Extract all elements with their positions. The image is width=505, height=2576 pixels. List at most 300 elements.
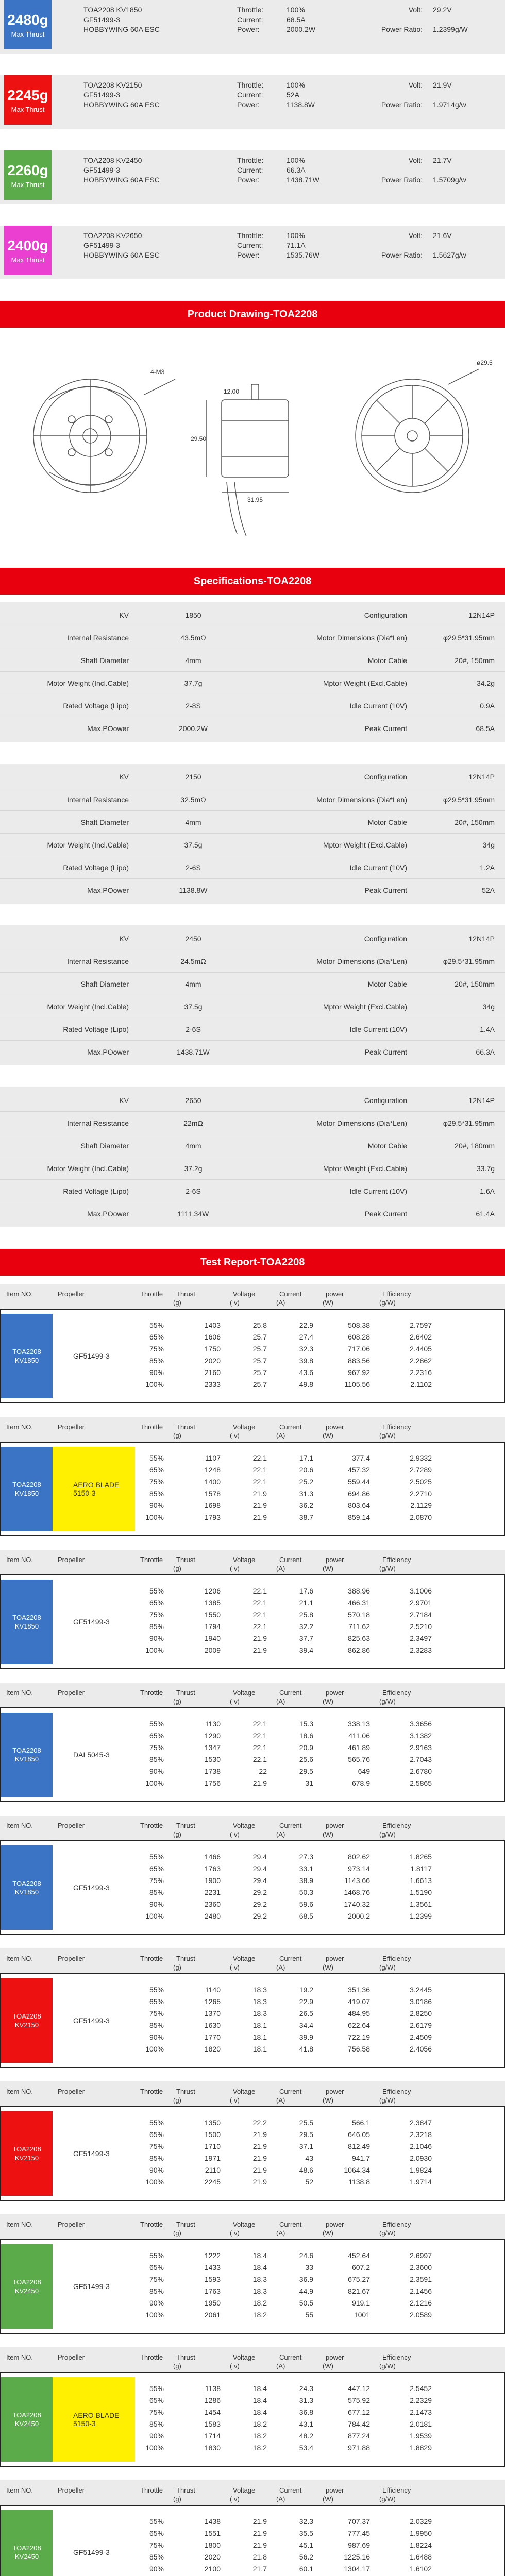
- report-cell: 883.56: [348, 1356, 370, 1365]
- spec-label: Peak Current: [364, 1210, 407, 1218]
- report-col-header: [319, 1284, 376, 1309]
- thrust-badge: [4, 75, 52, 125]
- report-col-header: [319, 1948, 376, 1973]
- card-value: 2000.2W: [287, 25, 316, 33]
- header-label: power: [326, 1423, 344, 1431]
- report-cell: 18.1: [252, 2044, 267, 2053]
- report-row: [135, 1765, 504, 1777]
- dim-dia-29-5: ø29.5: [477, 359, 493, 366]
- report-cell: 565.76: [348, 1755, 370, 1764]
- thrust-card: [0, 0, 505, 54]
- report-col-header: [0, 2081, 52, 2106]
- test-report: [0, 2081, 505, 2201]
- report-row: [135, 1730, 504, 1741]
- card-value: 1.5627g/w: [433, 251, 466, 259]
- header-unit: (A): [276, 2229, 285, 2237]
- spec-label: Idle Current (10V): [349, 1187, 407, 1195]
- card-label: [361, 241, 423, 250]
- report-col-header: [273, 1816, 319, 1840]
- card-label: Throttle:: [237, 81, 264, 89]
- header-label: Thrust: [176, 1556, 195, 1564]
- report-col-header: [134, 2347, 170, 2372]
- motor-item: [1, 1580, 53, 1664]
- report-cell: 484.95: [348, 2009, 370, 2018]
- spec-label: Internal Resistance: [67, 795, 129, 804]
- report-cell: 1248: [204, 1465, 221, 1474]
- report-data: [135, 1310, 504, 1402]
- header-label: power: [326, 2221, 344, 2228]
- header-label: power: [326, 2486, 344, 2494]
- card-value: 100%: [287, 156, 305, 164]
- report-col-header: [227, 1816, 273, 1840]
- report-cell: 1140: [205, 1985, 221, 1994]
- spec-value: 52A: [482, 886, 495, 894]
- header-unit: (W): [323, 1698, 333, 1705]
- dim-31-95: 31.95: [247, 496, 263, 503]
- spec-label: Mptor Weight (Excl.Cable): [323, 679, 407, 687]
- report-cell: 55%: [149, 1586, 164, 1595]
- report-cell: 466.31: [348, 1598, 370, 1607]
- report-row: [135, 2152, 504, 2164]
- report-cell: 25.7: [252, 1332, 267, 1341]
- report-row: [135, 1354, 504, 1366]
- report-col-header: [273, 2347, 319, 2372]
- report-cell: 1265: [204, 1997, 221, 2006]
- header-unit: (g/W): [379, 2362, 396, 2370]
- report-row: [135, 1874, 504, 1886]
- report-cell: 39.9: [299, 2032, 313, 2041]
- report-cell: 18.2: [252, 2419, 267, 2428]
- report-cell: 29.5: [299, 2130, 313, 2139]
- report-cell: 1593: [204, 2275, 221, 2283]
- header-label: Throttle: [140, 2353, 163, 2361]
- report-row: [135, 2019, 504, 2031]
- spec-value: 37.7g: [184, 679, 203, 687]
- report-col-header: [0, 1550, 52, 1574]
- report-cell: 18.3: [252, 1997, 267, 2006]
- header-label: Voltage: [233, 1689, 256, 1697]
- report-cell: 22.1: [252, 1610, 267, 1619]
- report-cell: 65%: [149, 1731, 164, 1740]
- propeller-name: GF51499-3: [73, 1618, 110, 1626]
- report-cell: 43: [305, 2154, 313, 2162]
- report-cell: 24.6: [299, 2251, 313, 2260]
- spec-value: 2650: [185, 1096, 201, 1105]
- spec-label: Motor Dimensions (Dia*Len): [316, 1118, 407, 1127]
- header-unit: ( v): [230, 1565, 240, 1572]
- card-value: 52A: [287, 91, 299, 99]
- spec-row: [0, 626, 505, 649]
- spec-label: Motor Cable: [367, 656, 407, 665]
- report-cell: 1950: [204, 2298, 221, 2307]
- report-cell: 1714: [204, 2431, 221, 2440]
- card-values: [287, 231, 333, 260]
- spec-value: 1850: [185, 611, 201, 619]
- spec-row: [0, 694, 505, 717]
- report-cell: 85%: [149, 2021, 164, 2029]
- header-unit: (g): [173, 2362, 181, 2370]
- report-cell: 2.1473: [410, 2408, 432, 2416]
- report-cell: 1001: [354, 2310, 370, 2319]
- report-cell: 38.7: [299, 1513, 313, 1521]
- report-col-header: [227, 1948, 273, 1973]
- report-cell: 803.64: [348, 1501, 370, 1510]
- spec-label: Motor Cable: [367, 818, 407, 826]
- header-unit: (g/W): [379, 1831, 396, 1838]
- report-cell: 75%: [149, 1477, 164, 1486]
- report-col-header: [227, 1417, 273, 1442]
- spec-label: Idle Current (10V): [349, 1025, 407, 1033]
- header-unit: ( v): [230, 2096, 240, 2104]
- spec-value: 1.6A: [480, 1187, 495, 1195]
- header-label: Efficiency: [382, 2221, 411, 2228]
- header-unit: ( v): [230, 1299, 240, 1307]
- max-thrust-value: 2480g: [7, 11, 48, 28]
- header-label: Efficiency: [382, 1290, 411, 1298]
- test-report: [0, 2214, 505, 2334]
- report-row: [135, 2164, 504, 2176]
- report-col-header: [52, 2081, 134, 2106]
- report-col-header: [134, 1550, 170, 1574]
- header-label: Voltage: [233, 2088, 256, 2095]
- report-row: [135, 1862, 504, 1874]
- spec-row: [0, 1202, 505, 1225]
- spec-value: 22mΩ: [183, 1118, 203, 1127]
- header-label: Current: [279, 1822, 302, 1829]
- report-cell: 21.9: [252, 2177, 267, 2186]
- report-cell: 1763: [204, 1864, 221, 1873]
- report-col-header: [52, 2347, 134, 2372]
- header-label: Throttle: [140, 2088, 163, 2095]
- report-row: [135, 1378, 504, 1390]
- report-col-header: [0, 2347, 52, 2372]
- report-col-header: [227, 2081, 273, 2106]
- report-cell: 55%: [149, 1719, 164, 1728]
- report-cell: 25.7: [252, 1356, 267, 1365]
- spec-value: φ29.5*31.95mm: [443, 633, 495, 642]
- motor-model: TOA2208: [12, 2544, 41, 2552]
- report-cell: 18.3: [252, 1985, 267, 1994]
- report-cell: 100%: [145, 2310, 164, 2319]
- report-cell: 31: [305, 1778, 313, 1787]
- report-cell: 722.19: [348, 2032, 370, 2041]
- report-row: [135, 2563, 504, 2574]
- report-data: [135, 2107, 504, 2200]
- report-cell: 44.9: [299, 2286, 313, 2295]
- report-row: [135, 1343, 504, 1354]
- report-cell: 21.8: [252, 2552, 267, 2561]
- report-cell: 678.9: [351, 1778, 370, 1787]
- report-cell: 2.5865: [410, 1778, 432, 1787]
- card-spec-line: TOA2208 KV2450: [83, 156, 142, 164]
- report-cell: 18.4: [252, 2396, 267, 2404]
- report-cell: 18.1: [252, 2021, 267, 2029]
- report-cell: 65%: [149, 1864, 164, 1873]
- header-label: Propeller: [58, 1556, 85, 1564]
- header-label: Item NO.: [6, 1423, 33, 1431]
- spec-value: 37.2g: [184, 1164, 203, 1173]
- header-label: Propeller: [58, 2221, 85, 2228]
- header-label: Current: [279, 1556, 302, 1564]
- report-row: [135, 2527, 504, 2539]
- header-unit: (g): [173, 1565, 181, 1572]
- report-cell: 18.2: [252, 2298, 267, 2307]
- report-cell: 1551: [204, 2529, 221, 2537]
- report-cell: 1900: [204, 1876, 221, 1885]
- report-data: [135, 1443, 504, 1535]
- report-cell: 717.06: [348, 1344, 370, 1353]
- spec-value: 20#, 150mm: [454, 818, 495, 826]
- header-unit: (A): [276, 2362, 285, 2370]
- report-col-header: [319, 1816, 376, 1840]
- report-cell: 18.2: [252, 2443, 267, 2452]
- report-row: [135, 2249, 504, 2261]
- report-cell: 967.92: [348, 1368, 370, 1377]
- card-label: Power:: [237, 25, 260, 33]
- header-label: Efficiency: [382, 1822, 411, 1829]
- thrust-card: [0, 226, 505, 279]
- dim-29-5: 29.50: [191, 435, 207, 443]
- report-row: [135, 1476, 504, 1487]
- report-cell: 1.9824: [410, 2165, 432, 2174]
- spec-label: KV: [119, 1096, 129, 1105]
- card-spec-lines: [83, 80, 228, 110]
- spec-value: φ29.5*31.95mm: [443, 957, 495, 965]
- report-body: [0, 2239, 505, 2334]
- specs-section-title: Specifications-TOA2208: [0, 568, 505, 595]
- report-cell: 75%: [149, 2142, 164, 2150]
- spec-label: Max.POower: [87, 1210, 129, 1218]
- spec-value: 4mm: [185, 979, 201, 988]
- report-cell: 2.7289: [410, 1465, 432, 1474]
- card-labels-right: [361, 5, 423, 35]
- report-cell: 677.12: [348, 2408, 370, 2416]
- header-label: Voltage: [233, 1423, 256, 1431]
- card-spec-line: TOA2208 KV1850: [83, 6, 142, 14]
- report-cell: 646.05: [348, 2130, 370, 2139]
- report-cell: 2061: [204, 2310, 221, 2319]
- header-unit: (W): [323, 2229, 333, 2237]
- report-cell: 2.2329: [410, 2396, 432, 2404]
- card-label: Power Ratio:: [381, 176, 423, 184]
- report-cell: 90%: [149, 2564, 164, 2573]
- test-report: [0, 2480, 505, 2576]
- report-cell: 21.9: [252, 1489, 267, 1498]
- card-value: 100%: [287, 81, 305, 89]
- report-cell: 1.8117: [410, 1864, 432, 1873]
- thrust-badge: [4, 0, 52, 49]
- report-cell: 859.14: [348, 1513, 370, 1521]
- motor-kv: KV2150: [14, 2154, 39, 2162]
- spec-value: 1.4A: [480, 1025, 495, 1033]
- header-unit: (g): [173, 1299, 181, 1307]
- report-row: [135, 1585, 504, 1597]
- report-cell: 29.4: [252, 1864, 267, 1873]
- card-label: Power:: [237, 176, 260, 184]
- report-col-header: [52, 1550, 134, 1574]
- spec-label: Internal Resistance: [67, 957, 129, 965]
- report-cell: 15.3: [299, 1719, 313, 1728]
- report-cell: 2245: [204, 2177, 221, 2186]
- report-cell: 649: [358, 1767, 370, 1775]
- spec-label: Mptor Weight (Excl.Cable): [323, 840, 407, 849]
- report-cell: 1.3561: [410, 1900, 432, 1908]
- motor-model: TOA2208: [12, 2278, 41, 2286]
- report-cell: 90%: [149, 1900, 164, 1908]
- report-cell: 27.3: [299, 1852, 313, 1861]
- report-cell: 39.8: [299, 1356, 313, 1365]
- report-cell: 1138.8: [348, 2177, 370, 2186]
- report-row: [135, 2043, 504, 2055]
- report-cell: 19.2: [299, 1985, 313, 1994]
- spec-row: [0, 950, 505, 973]
- report-cell: 1304.17: [344, 2564, 370, 2573]
- motor-model: TOA2208: [12, 1747, 41, 1754]
- report-cell: 1820: [204, 2044, 221, 2053]
- report-col-header: [134, 1683, 170, 1707]
- header-unit: ( v): [230, 2362, 240, 2370]
- spec-label: Internal Resistance: [67, 1118, 129, 1127]
- report-cell: 65%: [149, 1332, 164, 1341]
- card-value: [433, 241, 495, 250]
- card-label: [361, 165, 423, 175]
- max-thrust-caption: Max Thrust: [11, 30, 45, 38]
- report-col-header: [319, 2214, 376, 2239]
- card-value: 1.5709g/w: [433, 176, 466, 184]
- motor-model: TOA2208: [12, 2012, 41, 2020]
- report-row: [135, 1620, 504, 1632]
- report-row: [135, 1644, 504, 1656]
- report-cell: 1107: [205, 1453, 221, 1462]
- spec-table: [0, 1087, 505, 1227]
- report-col-header: [134, 2480, 170, 2505]
- report-cell: 65%: [149, 2130, 164, 2139]
- spec-value: 20#, 180mm: [454, 1141, 495, 1150]
- card-spec-line: HOBBYWING 60A ESC: [83, 251, 160, 259]
- report-cell: 25.5: [299, 2118, 313, 2127]
- header-label: Thrust: [176, 1822, 195, 1829]
- spec-value: φ29.5*31.95mm: [443, 795, 495, 804]
- spec-label: KV: [119, 772, 129, 781]
- report-cell: 1130: [205, 1719, 221, 1728]
- card-labels: [237, 5, 283, 35]
- header-label: Thrust: [176, 1423, 195, 1431]
- report-header: [0, 1284, 505, 1309]
- card-value: 21.7V: [433, 156, 452, 164]
- header-label: Throttle: [140, 1290, 163, 1298]
- motor-item: [1, 2244, 53, 2329]
- propeller-name: GF51499-3: [73, 1352, 110, 1360]
- report-cell: 1740.32: [344, 1900, 370, 1908]
- motor-item: [1, 2111, 53, 2196]
- report-col-header: [0, 2480, 52, 2505]
- report-col-header: [376, 2081, 438, 2106]
- card-label: Throttle:: [237, 6, 264, 14]
- report-cell: 35.5: [299, 2529, 313, 2537]
- report-cell: 39.4: [299, 1646, 313, 1654]
- report-row: [135, 2007, 504, 2019]
- report-cell: 1800: [204, 2540, 221, 2549]
- header-unit: (g/W): [379, 1565, 396, 1572]
- report-cell: 1403: [204, 1320, 221, 1329]
- report-cell: 1.6102: [410, 2564, 432, 2573]
- header-label: Voltage: [233, 1290, 256, 1298]
- report-col-header: [0, 1683, 52, 1707]
- report-cell: 37.7: [299, 1634, 313, 1642]
- report-cell: 24.3: [299, 2384, 313, 2393]
- card-value: 71.1A: [287, 241, 306, 249]
- report-cell: 50.3: [299, 1888, 313, 1896]
- header-unit: (g): [173, 1698, 181, 1705]
- report-data: [135, 1708, 504, 1801]
- max-thrust-caption: Max Thrust: [11, 180, 45, 189]
- report-cell: 22.1: [252, 1731, 267, 1740]
- report-row: [135, 1632, 504, 1644]
- report-cell: 2.3600: [410, 2263, 432, 2272]
- report-col-header: [376, 2347, 438, 2372]
- spec-value: 37.5g: [184, 840, 203, 849]
- header-label: Thrust: [176, 2353, 195, 2361]
- report-cell: 55%: [149, 2251, 164, 2260]
- max-thrust-caption: Max Thrust: [11, 256, 45, 264]
- report-header: [0, 2214, 505, 2239]
- report-cell: 862.86: [348, 1646, 370, 1654]
- report-col-header: [52, 1816, 134, 1840]
- report-cell: 36.2: [299, 1501, 313, 1510]
- report-cell: 22.1: [252, 1477, 267, 1486]
- header-label: Item NO.: [6, 1556, 33, 1564]
- spec-label: Configuration: [364, 1096, 407, 1105]
- report-cell: 2.3283: [410, 1646, 432, 1654]
- report-cell: 2.6997: [410, 2251, 432, 2260]
- report-row: [135, 1608, 504, 1620]
- spec-value: 1438.71W: [177, 1048, 210, 1056]
- report-body: [0, 2372, 505, 2467]
- report-cell: 33: [305, 2263, 313, 2272]
- report-cell: 622.64: [348, 2021, 370, 2029]
- report-cell: 1578: [204, 1489, 221, 1498]
- header-unit: (A): [276, 2495, 285, 2503]
- max-thrust-value: 2245g: [7, 87, 48, 103]
- report-col-header: [227, 2214, 273, 2239]
- report-cell: 447.12: [348, 2384, 370, 2393]
- card-spec-lines: [83, 5, 228, 35]
- report-cell: 1630: [204, 2021, 221, 2029]
- report-cell: 1433: [204, 2263, 221, 2272]
- test-reports: [0, 1284, 505, 2576]
- report-cell: 90%: [149, 2431, 164, 2440]
- card-value: 21.9V: [433, 81, 452, 89]
- report-cell: 2.6179: [410, 2021, 432, 2029]
- header-label: Throttle: [140, 1556, 163, 1564]
- report-col-header: [319, 2480, 376, 2505]
- propeller-name: GF51499-3: [73, 2016, 110, 2025]
- report-cell: 566.1: [351, 2118, 370, 2127]
- report-col-header: [319, 1417, 376, 1442]
- report-cell: 25.7: [252, 1344, 267, 1353]
- report-cell: 21.9: [252, 2529, 267, 2537]
- card-label: Current:: [237, 15, 263, 24]
- header-unit: ( v): [230, 2495, 240, 2503]
- report-cell: 2.6402: [410, 1332, 432, 1341]
- report-row: [135, 2285, 504, 2297]
- report-data: [135, 1974, 504, 2067]
- report-cell: 777.45: [348, 2529, 370, 2537]
- spec-label: KV: [119, 611, 129, 619]
- report-cell: 2.0329: [410, 2517, 432, 2526]
- report-cell: 17.6: [299, 1586, 313, 1595]
- motor-model: TOA2208: [12, 2145, 41, 2153]
